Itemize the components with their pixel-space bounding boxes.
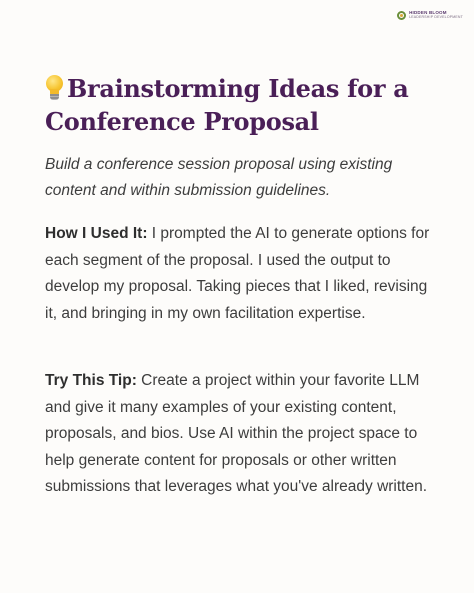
light-bulb-icon	[45, 75, 63, 101]
try-this-tip-label: Try This Tip:	[45, 372, 137, 389]
how-i-used-it-label: How I Used It:	[45, 225, 148, 242]
brand-name	[409, 10, 463, 20]
brand-name-text: HIDDEN BLOOM	[409, 10, 447, 15]
subtitle: Build a conference session proposal using existing content and within submission guidelines.	[45, 156, 393, 199]
brand-logo	[397, 10, 463, 20]
page-title	[45, 72, 445, 138]
page-title-text: Brainstorming Ideas for a Conference Proposal	[45, 74, 409, 136]
try-this-tip-paragraph	[45, 368, 435, 501]
how-i-used-it-paragraph	[45, 221, 435, 327]
how-i-used-it-text: I prompted the AI to generate options for each segment of the proposal. I used the output to develop my proposal. Taking pieces that I liked, revising it, and bringing in my own facilitation expertise.	[45, 225, 430, 322]
flower-logo-icon	[397, 11, 406, 20]
brand-tagline: LEADERSHIP DEVELOPMENT	[409, 15, 463, 19]
try-this-tip-text: Create a project within your favorite LLM and give it many examples of your existing content, proposals, and bios. Use AI within the project space to help generate content for proposals or other written submissions that leverages what you've already written.	[45, 372, 428, 495]
